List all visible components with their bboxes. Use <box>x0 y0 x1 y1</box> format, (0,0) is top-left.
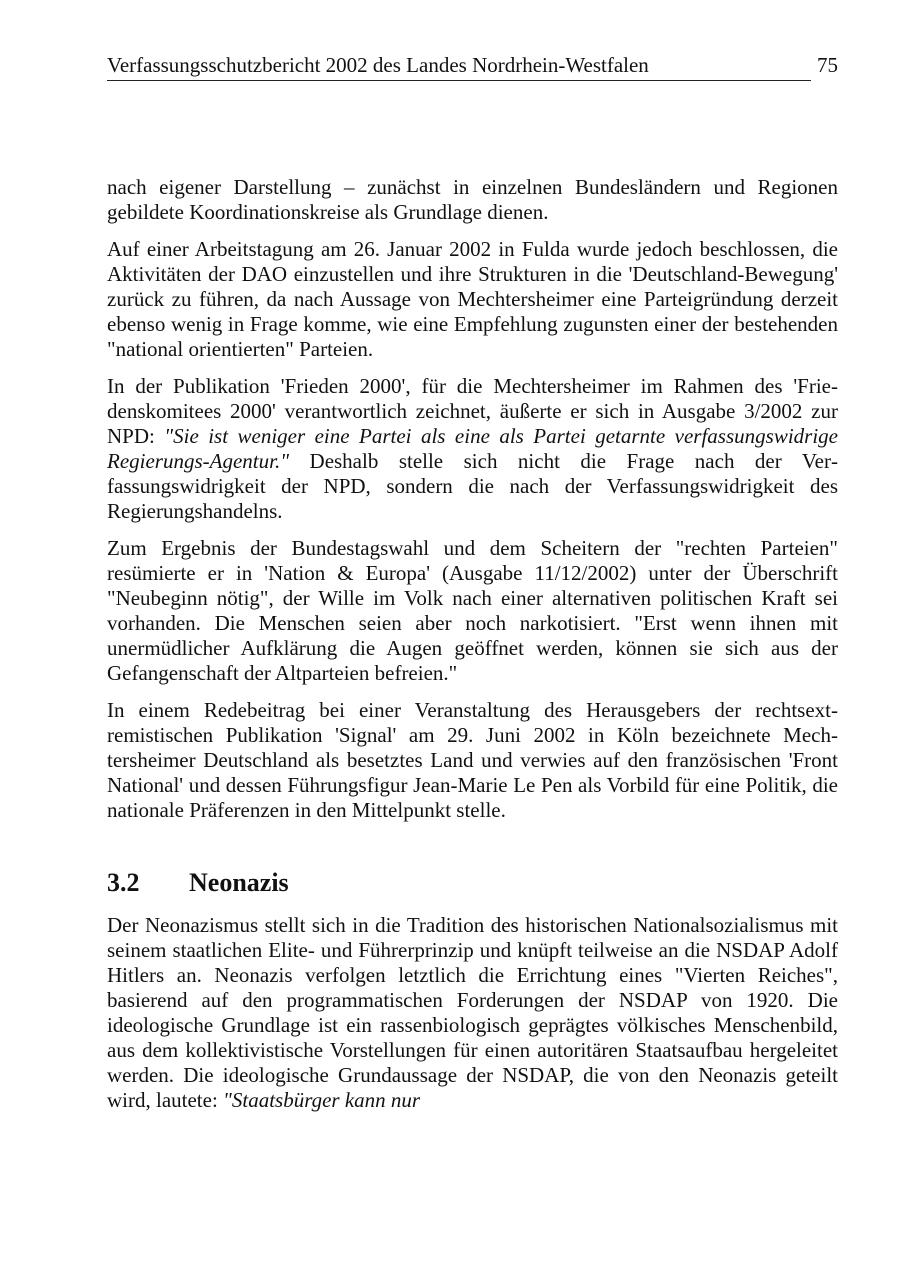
page-body <box>107 175 838 1125</box>
paragraph-signal-speech: In einem Redebeitrag bei einer Veranstaltung des Herausgebers der rechtsextremistischen Publikation 'Signal' am 29. Juni 2002 in Köln bezeichnete Mechtersheimer Deutschland als besetztes Land und verwies auf den französischen 'Front National' und dessen Führungsfigur Jean-Marie Le Pen als Vorbild für eine Politik, die nationale Präferenzen in den Mittelpunkt stelle. <box>107 698 838 822</box>
section-title: Neonazis <box>189 868 289 897</box>
page-header <box>107 52 838 82</box>
paragraph-text: In der Publikation 'Frieden 2000', für die Mechtersheimer im Rahmen des 'Friedenskomitees 2000' verantwortlich zeichnet, äußerte er sich in Ausgabe 3/2002 zur NPD: <box>107 374 838 448</box>
paragraph-bundestagswahl: Zum Ergebnis der Bundestagswahl und dem Scheitern der "rechten Parteien" resümierte er in 'Nation & Europa' (Ausgabe 11/12/2002) unter der Überschrift "Neubeginn nötig", der Wille im Volk nach einer alternativen politischen Kraft sei vorhanden. Die Menschen seien aber noch narkotisiert. "Erst wenn ihnen mit unermüdlicher Aufklärung die Augen geöffnet werden, können sie sich aus der Gefangenschaft der Altparteien befreien." <box>107 536 838 685</box>
italic-quote: "Sie ist weniger eine Partei als eine als Partei getarnte verfassungswidrige Regierungs-Agentur." <box>107 424 838 473</box>
header-title: Verfassungsschutzbericht 2002 des Landes Nordrhein-Westfalen <box>107 53 649 77</box>
section-number: 3.2 <box>107 868 140 897</box>
header-rule <box>107 80 811 81</box>
paragraph-fulda-meeting: Auf einer Arbeitstagung am 26. Januar 2002 in Fulda wurde jedoch beschlossen, die Aktivitäten der DAO einzustellen und ihre Strukturen in die 'Deutschland-Bewegung' zurück zu führen, da nach Aussage von Mechtersheimer eine Parteigründung derzeit ebenso wenig in Frage komme, wie eine Empfehlung zugunsten einer der bestehenden "national orientierten" Parteien. <box>107 237 838 361</box>
paragraph-frieden-2000 <box>107 374 838 524</box>
paragraph-dao-coordination: nach eigener Darstellung – zunächst in einzelnen Bundesländern und Regionen gebildete Koordinationskreise als Grundlage dienen. <box>107 175 838 224</box>
section-heading <box>107 867 838 899</box>
paragraph-text: Deshalb stelle sich nicht die Frage nach der Verfassungswidrigkeit der NPD, sondern die nach der Verfassungswidrigkeit des Regierungshandelns. <box>107 449 838 523</box>
paragraph-text: Der Neonazismus stellt sich in die Tradition des historischen Nationalsozialismus mit seinem staatlichen Elite- und Führerprinzip und knüpft teilweise an die NSDAP Adolf Hitlers an. Neonazis verfolgen letztlich die Errichtung eines "Vierten Reiches", basierend auf den programmatischen Forderungen der NSDAP von 1920. Die ideologische Grundlage ist ein rassenbiologisch geprägtes völkisches Menschenbild, aus dem kollektivistische Vorstellungen für einen autoritären Staatsaufbau hergeleitet werden. Die ideologische Grundaussage der NSDAP, die von den Neonazis geteilt wird, lautete: <box>107 913 838 1112</box>
page-number: 75 <box>817 53 838 77</box>
paragraph-neonazismus <box>107 913 838 1113</box>
italic-quote: "Staatsbürger kann nur <box>223 1088 421 1112</box>
